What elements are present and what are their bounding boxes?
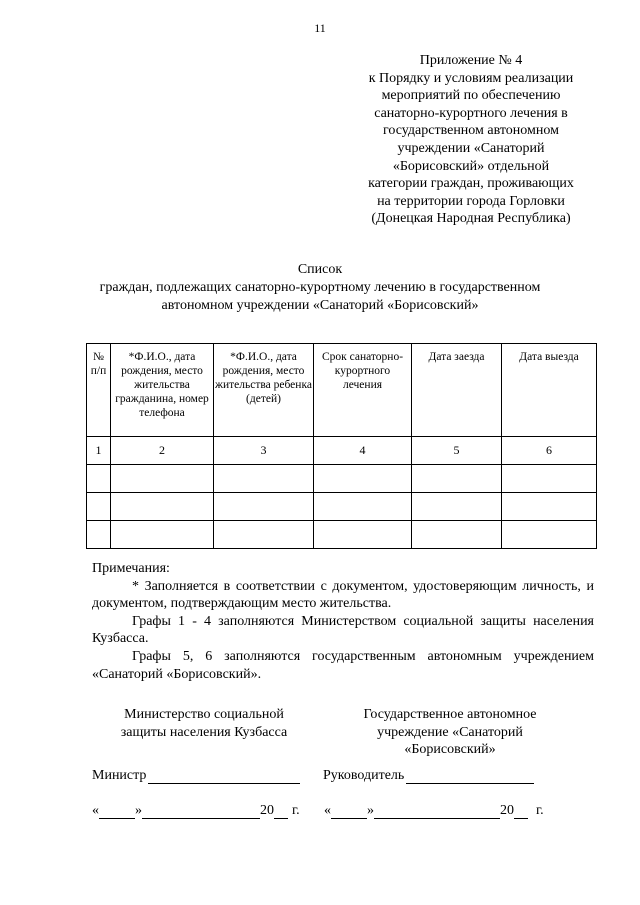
table-row [87, 521, 597, 549]
page-number: 11 [314, 21, 326, 35]
org-name-line: защиты населения Кузбасса [120, 724, 288, 740]
year-suffix: г. [292, 803, 300, 818]
table-cell [412, 493, 502, 521]
month-blank [142, 804, 260, 819]
day-blank [331, 804, 367, 819]
month-blank [374, 804, 500, 819]
table-cell [111, 521, 214, 549]
table-cell [412, 521, 502, 549]
appendix-line: учреждении «Санаторий [397, 140, 545, 156]
table-cell [412, 465, 502, 493]
column-number: 1 [87, 437, 111, 465]
table-cell [502, 521, 597, 549]
note-item: * Заполняется в соответствии с документом, удостоверяющим личность, и документом, подтверждающим место жительства. [92, 578, 594, 612]
table-cell [111, 493, 214, 521]
table-row [87, 465, 597, 493]
note-item: Графы 1 - 4 заполняются Министерством социальной защиты населения Кузбасса. [92, 613, 594, 647]
org-name-line: учреждение «Санаторий [377, 724, 523, 740]
column-header-number: № п/п [87, 344, 111, 437]
appendix-line: санаторно-курортного лечения в [374, 105, 568, 121]
table-cell [502, 493, 597, 521]
appendix-line: государственном автономном [383, 123, 559, 139]
org-name-line: Министерство социальной [124, 707, 284, 722]
table-row [87, 493, 597, 521]
appendix-line: (Донецкая Народная Республика) [371, 211, 571, 227]
column-number: 6 [502, 437, 597, 465]
minister-signature-line [92, 768, 300, 784]
signature-blank [148, 769, 300, 784]
column-number: 5 [412, 437, 502, 465]
list-title [40, 261, 600, 315]
table-cell [111, 465, 214, 493]
org-name-line: «Борисовский» [404, 742, 496, 758]
notes-section [92, 560, 594, 683]
appendix-block [355, 52, 587, 228]
table-cell [87, 465, 111, 493]
minister-date-line [92, 803, 300, 819]
sanatorium-org-name [340, 706, 560, 759]
minister-label: Министр [92, 768, 147, 783]
notes-title: Примечания: [92, 561, 170, 576]
appendix-line: «Борисовский» отдельной [392, 158, 550, 174]
column-header-citizen: *Ф.И.О., дата рождения, место жительства гражданина, номер телефона [111, 344, 214, 437]
table-cell [87, 493, 111, 521]
column-number: 4 [314, 437, 412, 465]
list-subtitle-line: граждан, подлежащих санаторно-курортному лечению в государственном [99, 280, 541, 295]
director-label: Руководитель [323, 768, 405, 783]
year-suffix: г. [536, 803, 544, 818]
table-cell [214, 521, 314, 549]
year-prefix: 20 [260, 803, 274, 818]
table-cell [214, 465, 314, 493]
column-number-row [87, 437, 597, 465]
director-date-line [324, 803, 544, 819]
table-cell [314, 465, 412, 493]
appendix-line: Приложение № 4 [419, 53, 523, 68]
quote-open: « [92, 803, 99, 818]
appendix-line: мероприятий по обеспечению [381, 88, 561, 104]
ministry-org-name [92, 706, 316, 741]
column-header-departure: Дата выезда [502, 344, 597, 437]
column-header-arrival: Дата заезда [412, 344, 502, 437]
table-cell [502, 465, 597, 493]
table-cell [87, 521, 111, 549]
column-header-term: Срок санаторно-курортного лечения [314, 344, 412, 437]
note-item: Графы 5, 6 заполняются государственным автономным учреждением «Санаторий «Борисовский». [92, 648, 594, 682]
org-name-line: Государственное автономное [363, 707, 537, 722]
column-number: 3 [214, 437, 314, 465]
citizens-table [86, 343, 597, 549]
table-cell [214, 493, 314, 521]
list-subtitle-line: автономном учреждении «Санаторий «Борисовский» [161, 298, 479, 313]
appendix-line: категории граждан, проживающих [368, 176, 574, 192]
day-blank [99, 804, 135, 819]
quote-open: « [324, 803, 331, 818]
appendix-line: на территории города Горловки [377, 193, 565, 209]
year-prefix: 20 [500, 803, 514, 818]
year-blank [274, 804, 288, 819]
appendix-line: к Порядку и условиям реализации [368, 70, 574, 86]
column-number: 2 [111, 437, 214, 465]
quote-close: » [367, 803, 374, 818]
table-cell [314, 493, 412, 521]
signature-blank [406, 769, 534, 784]
table-cell [314, 521, 412, 549]
table-header-row [87, 344, 597, 437]
year-blank [514, 804, 528, 819]
list-heading: Список [297, 262, 343, 277]
quote-close: » [135, 803, 142, 818]
column-header-child: *Ф.И.О., дата рождения, место жительства ребенка (детей) [214, 344, 314, 437]
director-signature-line [323, 768, 534, 784]
